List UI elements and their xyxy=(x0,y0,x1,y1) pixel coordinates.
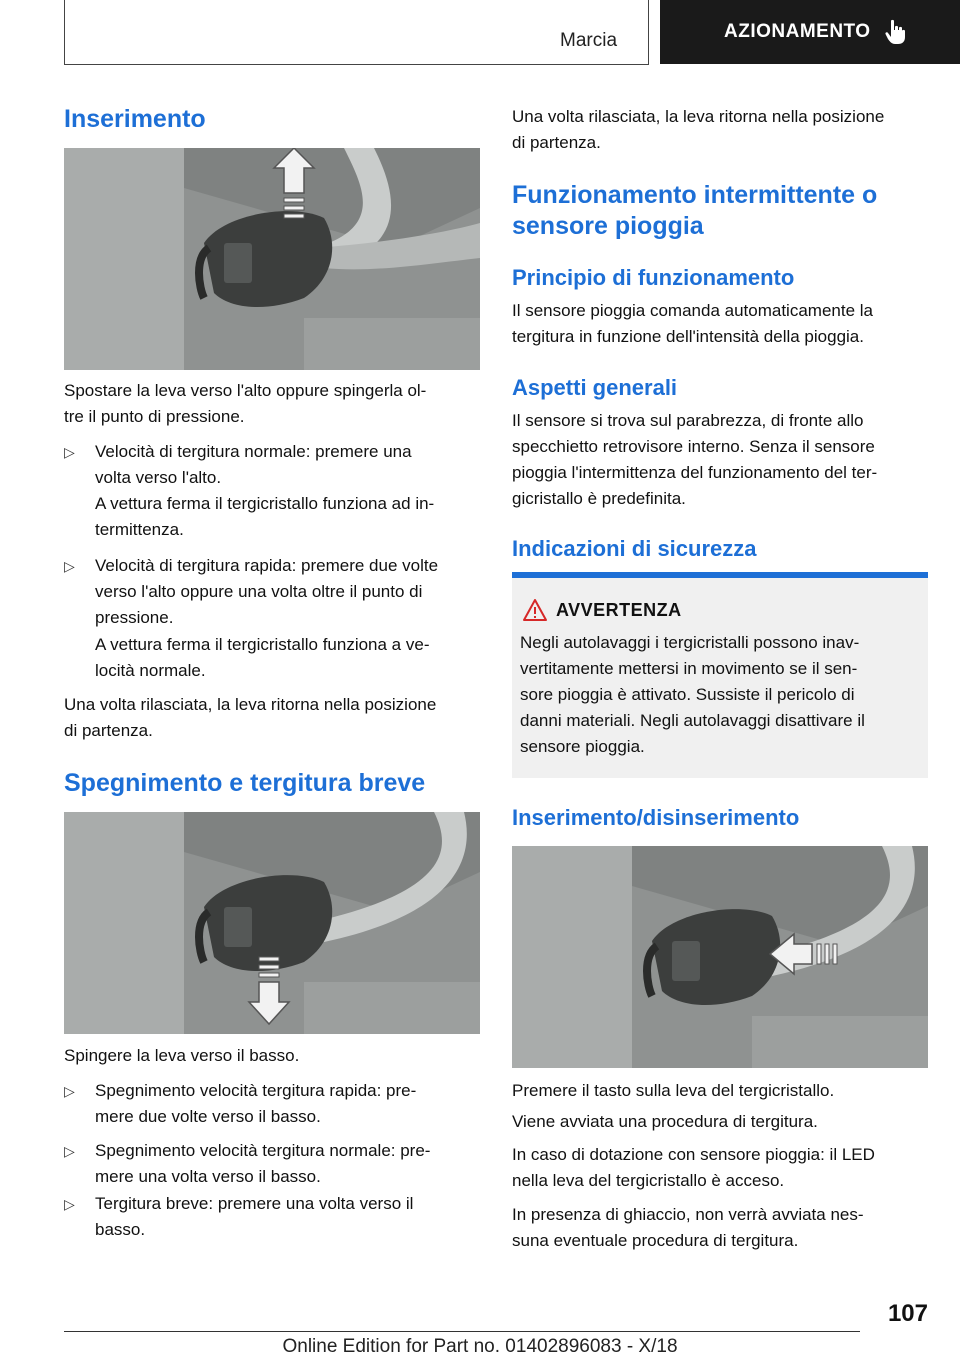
header-section: Marcia xyxy=(560,30,618,51)
bullet-marker-icon: ▷ xyxy=(64,558,75,574)
heading-inserimento: Inserimento xyxy=(64,105,206,133)
page-number: 107 xyxy=(887,1300,928,1327)
para-rilasciata-right: Una volta rilasciata, la leva ritorna nella posizione di partenza. xyxy=(512,107,885,152)
para-ghiaccio: In presenza di ghiaccio, non verrà avviata nes- suna eventuale procedura di tergitura. xyxy=(512,1205,864,1250)
para-rilasciata: Una volta rilasciata, la leva ritorna nella posizione di partenza. xyxy=(64,695,437,740)
header-chapter-tab xyxy=(660,0,960,64)
para-spingere: Spingere la leva verso il basso. xyxy=(64,1046,300,1065)
heading-sicurezza: Indicazioni di sicurezza xyxy=(512,536,757,561)
heading-aspetti: Aspetti generali xyxy=(512,375,678,400)
warning-text: Negli autolavaggi i tergicristalli possono inav- vertitamente mettersi in movimento se il sen- sore pioggia è attivato. Sussiste il pericolo di danni materiali. Negli autolavaggi disattivare il sensore pioggia. xyxy=(520,633,865,756)
figure-lever-down xyxy=(64,812,480,1034)
para-premere: Premere il tasto sulla leva del tergicristallo. xyxy=(512,1081,835,1100)
para-spostare: Spostare la leva verso l'alto oppure spingerla ol- tre il punto di pressione. xyxy=(64,381,427,426)
bullet-marker-icon: ▷ xyxy=(64,444,75,460)
header-rule-mid xyxy=(648,0,649,65)
heading-funzionamento: Funzionamento intermittente o sensore pioggia xyxy=(512,181,878,240)
para-principio: Il sensore pioggia comanda automaticamente la tergitura in funzione dell'intensità della pioggia. xyxy=(512,301,873,346)
header-rule-left xyxy=(64,0,65,64)
hand-pointer-icon xyxy=(885,19,907,45)
para-led: In caso di dotazione con sensore pioggia: il LED nella leva del tergicristallo è acceso. xyxy=(512,1145,875,1190)
bullet-marker-icon: ▷ xyxy=(64,1083,75,1099)
heading-inserimento-disinserimento: Inserimento/disinserimento xyxy=(512,805,800,830)
heading-spegnimento: Spegnimento e tergitura breve xyxy=(64,769,426,797)
bullet-marker-icon: ▷ xyxy=(64,1143,75,1159)
figure-lever-up xyxy=(64,148,480,370)
bullet-marker-icon: ▷ xyxy=(64,1196,75,1212)
header-chapter-label: AZIONAMENTO xyxy=(724,21,871,42)
footer-rule xyxy=(64,1331,860,1332)
para-avviata: Viene avviata una procedura di tergitura. xyxy=(512,1112,818,1131)
figure-lever-push xyxy=(512,846,928,1068)
warning-triangle-icon xyxy=(522,598,548,622)
footer-edition: Online Edition for Part no. 01402896083 - X/18 xyxy=(282,1336,678,1357)
header-rule-bottom xyxy=(64,64,649,65)
heading-principio: Principio di funzionamento xyxy=(512,265,795,290)
para-aspetti: Il sensore si trova sul parabrezza, di fronte allo specchietto retrovisore interno. Senza il sensore pioggia l'intermittenza del funzionamento del ter- gicristallo è predefinita. xyxy=(512,411,878,508)
warning-title: AVVERTENZA xyxy=(556,600,682,620)
